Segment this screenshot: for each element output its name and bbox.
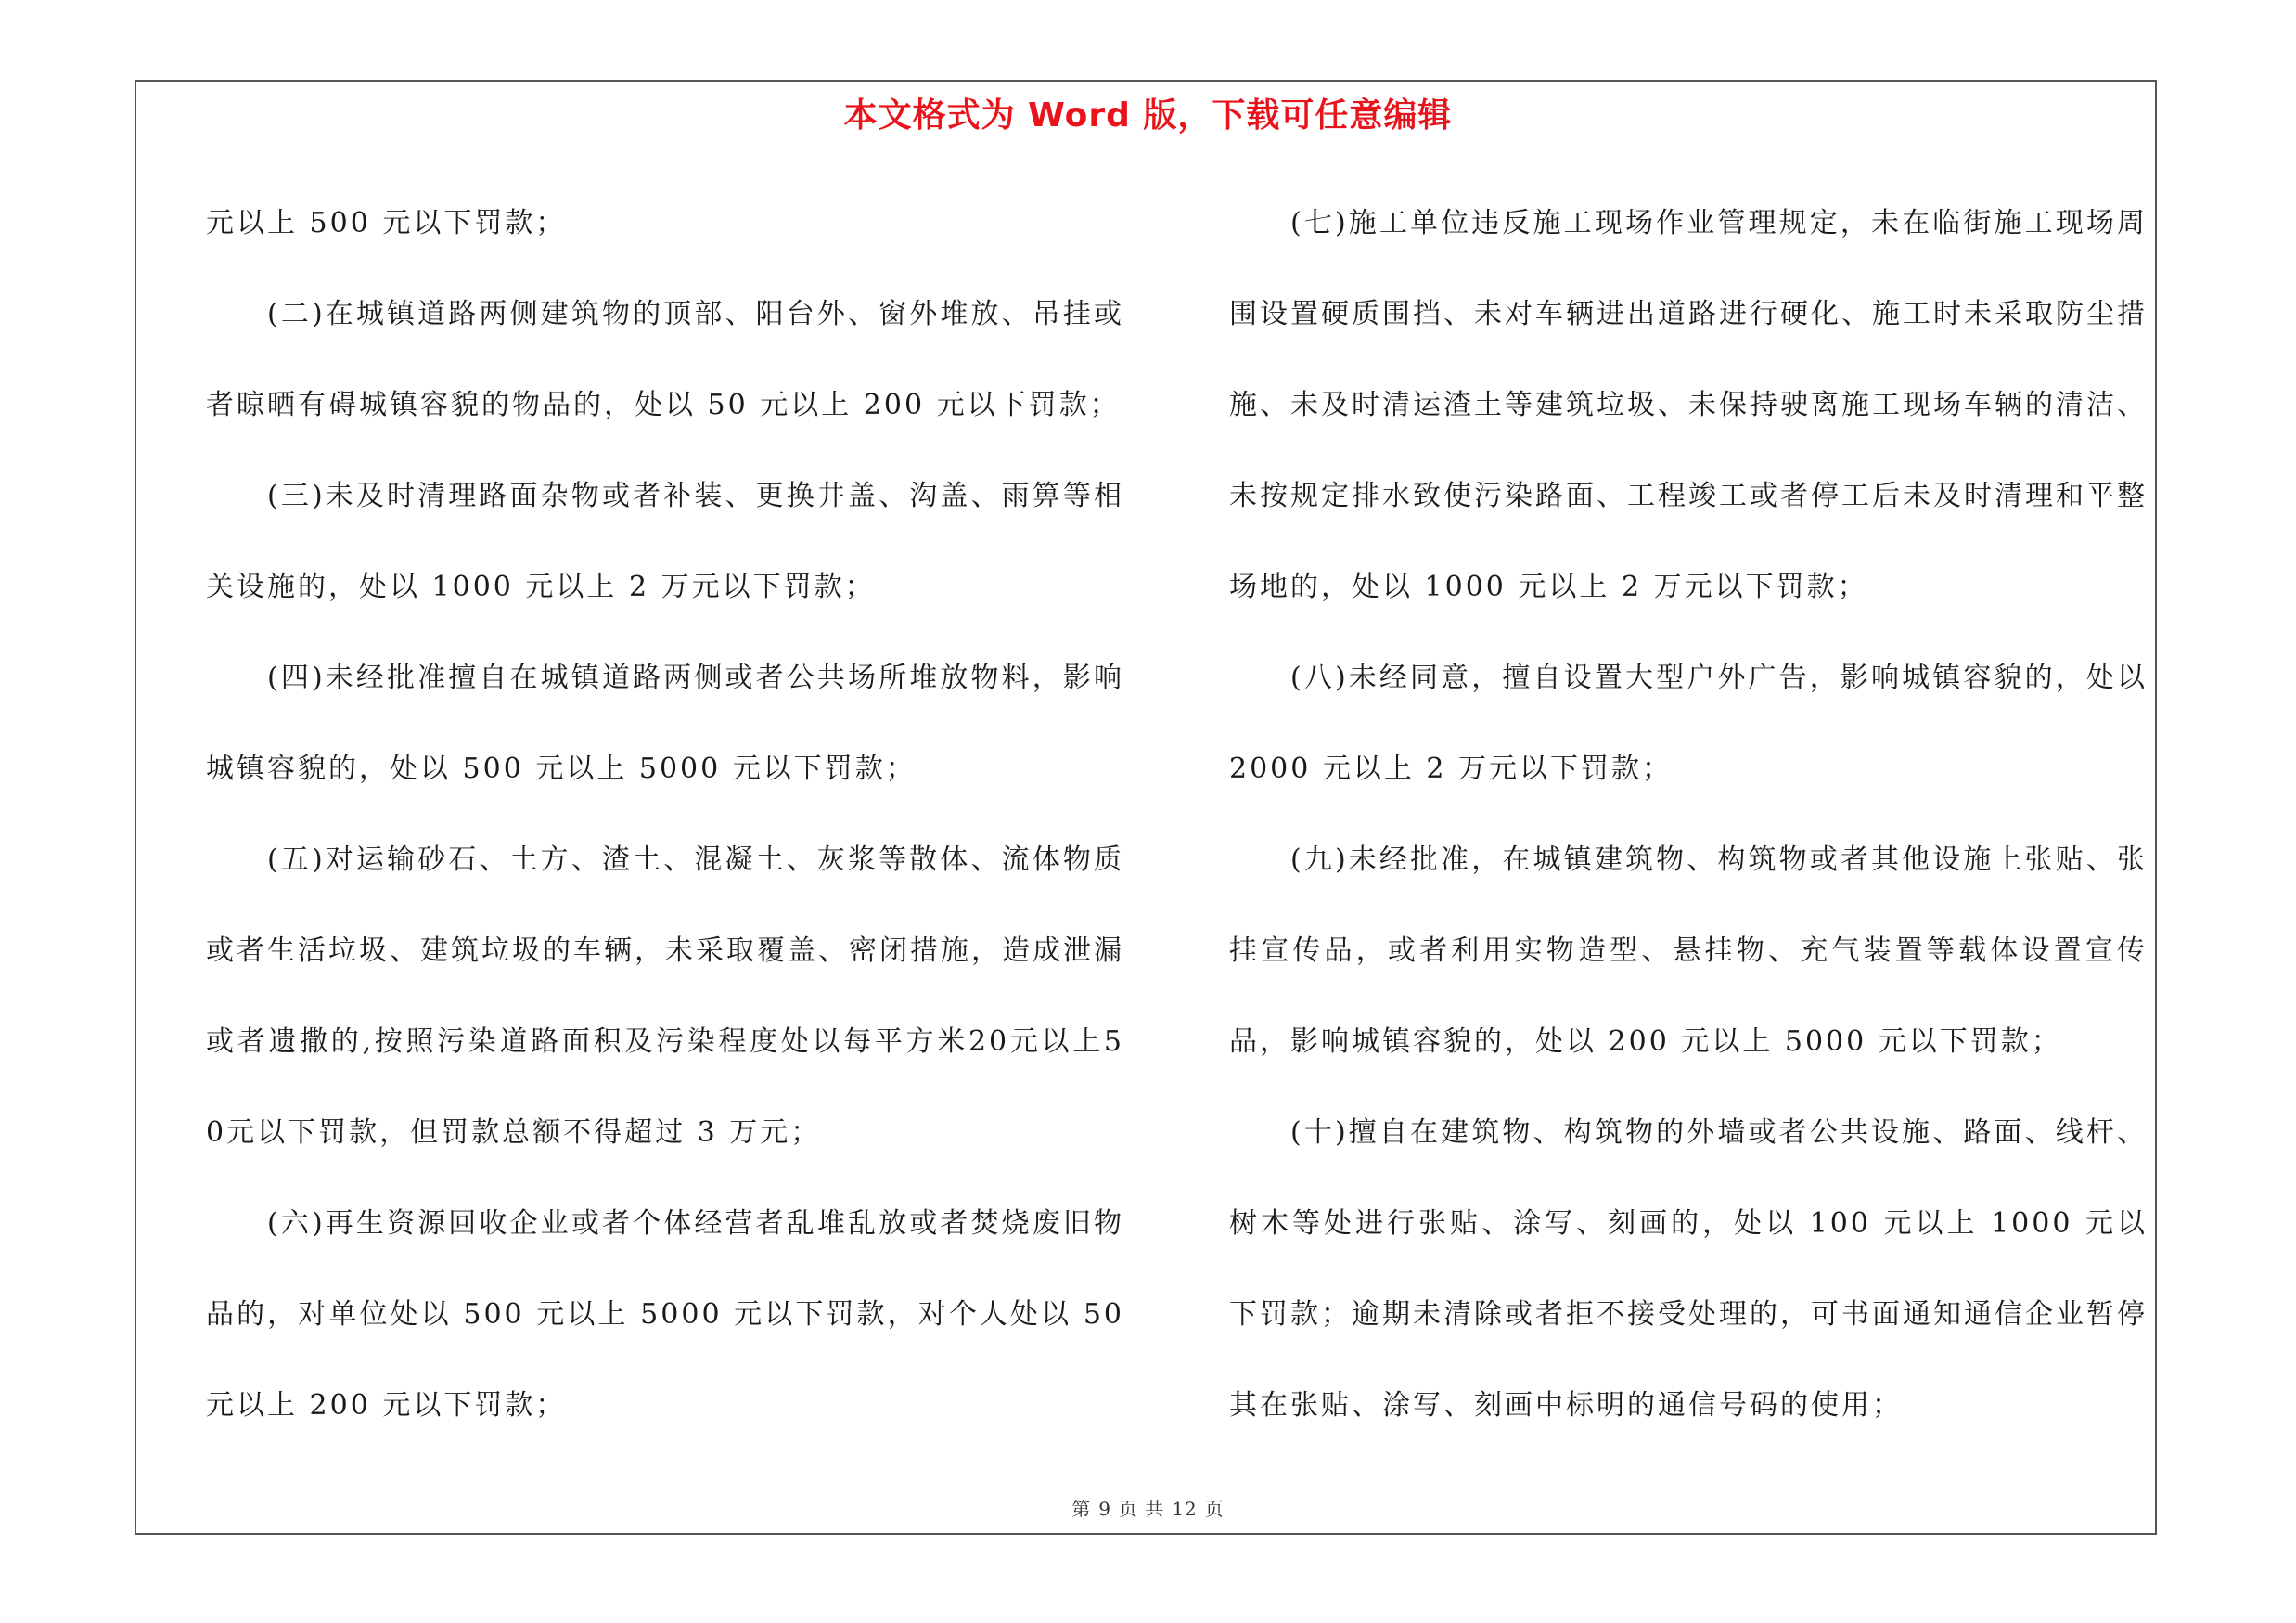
left-paragraph-4: (四)未经批准擅自在城镇道路两侧或者公共场所堆放物料，影响城镇容貌的，处以 500 元以上 5000 元以下罚款； bbox=[206, 662, 1124, 785]
current-page-number: 9 bbox=[1098, 1498, 1111, 1520]
left-paragraph-3: (三)未及时清理路面杂物或者补装、更换井盖、沟盖、雨箅等相关设施的，处以 1000 元以上 2 万元以下罚款； bbox=[206, 480, 1124, 603]
right-paragraph-4: (十)擅自在建筑物、构筑物的外墙或者公共设施、路面、线杆、树木等处进行张贴、涂写、刻画的，处以 100 元以上 1000 元以下罚款；逾期未清除或者拒不接受处理的，可书面通知通信企业暂停其在张贴、涂写、刻画中标明的通信号码的使用； bbox=[1229, 1116, 2148, 1422]
total-pages-number: 12 bbox=[1172, 1498, 1198, 1520]
right-column bbox=[1229, 178, 2148, 1451]
footer-middle: 页 共 bbox=[1118, 1498, 1165, 1520]
right-paragraph-1: (七)施工单位违反施工现场作业管理规定，未在临街施工现场周围设置硬质围挡、未对车辆进出道路进行硬化、施工时未采取防尘措施、未及时清运渣土等建筑垃圾、未保持驶离施工现场车辆的清洁、未按规定排水致使污染路面、工程竣工或者停工后未及时清理和平整场地的，处以 1000 元以上 2 万元以下罚款； bbox=[1229, 207, 2148, 603]
left-column bbox=[206, 178, 1124, 1451]
footer-suffix: 页 bbox=[1204, 1498, 1225, 1520]
right-paragraph-2: (八)未经同意，擅自设置大型户外广告，影响城镇容貌的，处以 2000 元以上 2 万元以下罚款； bbox=[1229, 662, 2148, 785]
page-footer bbox=[0, 1494, 2296, 1521]
left-paragraph-5: (五)对运输砂石、土方、渣土、混凝土、灰浆等散体、流体物质或者生活垃圾、建筑垃圾的车辆，未采取覆盖、密闭措施，造成泄漏或者遗撒的,按照污染道路面积及污染程度处以每平方米20元以上50元以下罚款，但罚款总额不得超过 3 万元； bbox=[206, 844, 1124, 1149]
footer-prefix: 第 bbox=[1071, 1498, 1092, 1520]
right-paragraph-3: (九)未经批准，在城镇建筑物、构筑物或者其他设施上张贴、张挂宣传品，或者利用实物造型、悬挂物、充气装置等载体设置宣传品，影响城镇容貌的，处以 200 元以上 5000 元以下罚款； bbox=[1229, 844, 2148, 1058]
format-banner: 本文格式为 Word 版，下载可任意编辑 bbox=[843, 97, 1453, 135]
left-paragraph-1: 元以上 500 元以下罚款； bbox=[206, 207, 567, 239]
left-paragraph-2: (二)在城镇道路两侧建筑物的顶部、阳台外、窗外堆放、吊挂或者晾晒有碍城镇容貌的物品的，处以 50 元以上 200 元以下罚款； bbox=[206, 298, 1124, 421]
left-paragraph-6: (六)再生资源回收企业或者个体经营者乱堆乱放或者焚烧废旧物品的，对单位处以 500 元以上 5000 元以下罚款，对个人处以 50 元以上 200 元以下罚款； bbox=[206, 1207, 1124, 1422]
